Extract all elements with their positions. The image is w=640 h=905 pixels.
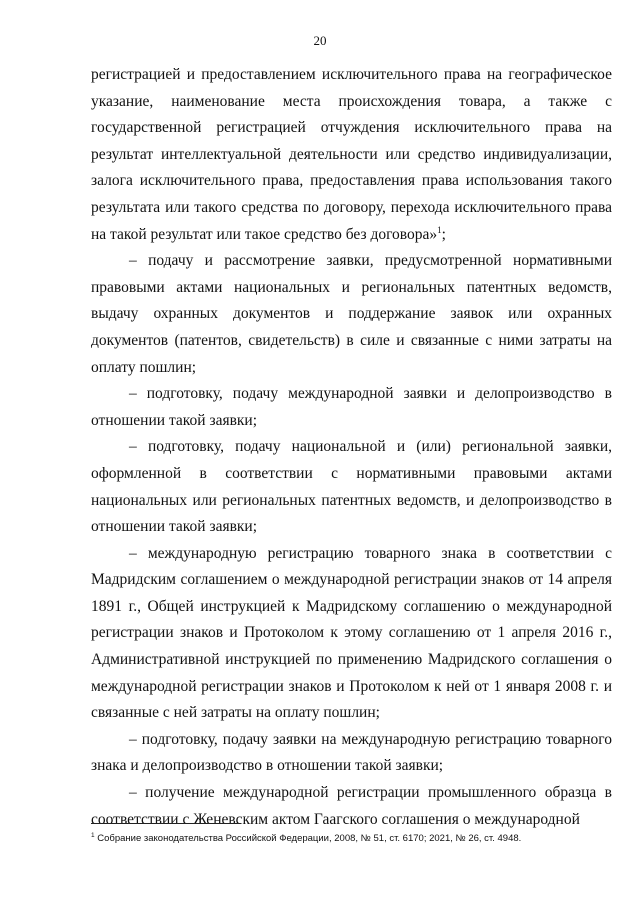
paragraph-tail: ;: [441, 225, 446, 243]
list-item: – подготовку, подачу национальной и (или) региональной заявки, оформленной в соответствии с нормативными правовыми актами национальных или региональных патентных ведомств, и делопроизводство в отношении такой заявки;: [91, 438, 612, 536]
footnote-text: Собрание законодательства Российской Федерации, 2008, № 51, ст. 6170; 2021, № 26, ст. 4948.: [94, 833, 522, 844]
document-body: [91, 62, 612, 833]
list-item: – подготовку, подачу международной заявки и делопроизводство в отношении такой заявки;: [91, 385, 612, 429]
page-number: 20: [313, 33, 327, 48]
footnote-divider: [91, 823, 241, 824]
list-item: – международную регистрацию товарного знака в соответствии с Мадридским соглашением о международной регистрации знаков от 14 апреля 1891 г., Общей инструкцией к Мадридскому соглашению о международной регистрации знаков и Протоколом к этому соглашению от 1 апреля 2016 г., Административной инструкцией по применению Мадридского соглашения о международной регистрации знаков и Протоколом к ней от 1 января 2008 г. и связанные с ней затраты на оплату пошлин;: [91, 544, 612, 722]
footnote-marker: 1: [91, 831, 95, 839]
paragraph-text: регистрацией и предоставлением исключительного права на географическое указание, наименование места происхождения товара, а также с государственной регистрацией отчуждения исключительного права на результат интеллектуальной деятельности или средство индивидуализации, залога исключительного права, предоставления права использования такого результата или такого средства по договору, перехода исключительного права на такой результат или такое средство без договора»: [91, 66, 612, 243]
list-item: – подготовку, подачу заявки на международную регистрацию товарного знака и делопроизводство в отношении такой заявки;: [91, 730, 612, 775]
list-item: – подачу и рассмотрение заявки, предусмотренной нормативными правовыми актами национальных и региональных патентных ведомств, выдачу охранных документов и поддержание заявок или охранных документов (патентов, свидетельств) в силе и связанные с ними затраты на оплату пошлин;: [91, 252, 612, 376]
list-item: – получение международной регистрации промышленного образца в соответствии с Женевским актом Гаагского соглашения о международной: [91, 784, 612, 828]
footnote: [91, 832, 612, 845]
paragraph-continuation: [91, 62, 612, 248]
footnote-reference[interactable]: 1: [437, 224, 442, 235]
